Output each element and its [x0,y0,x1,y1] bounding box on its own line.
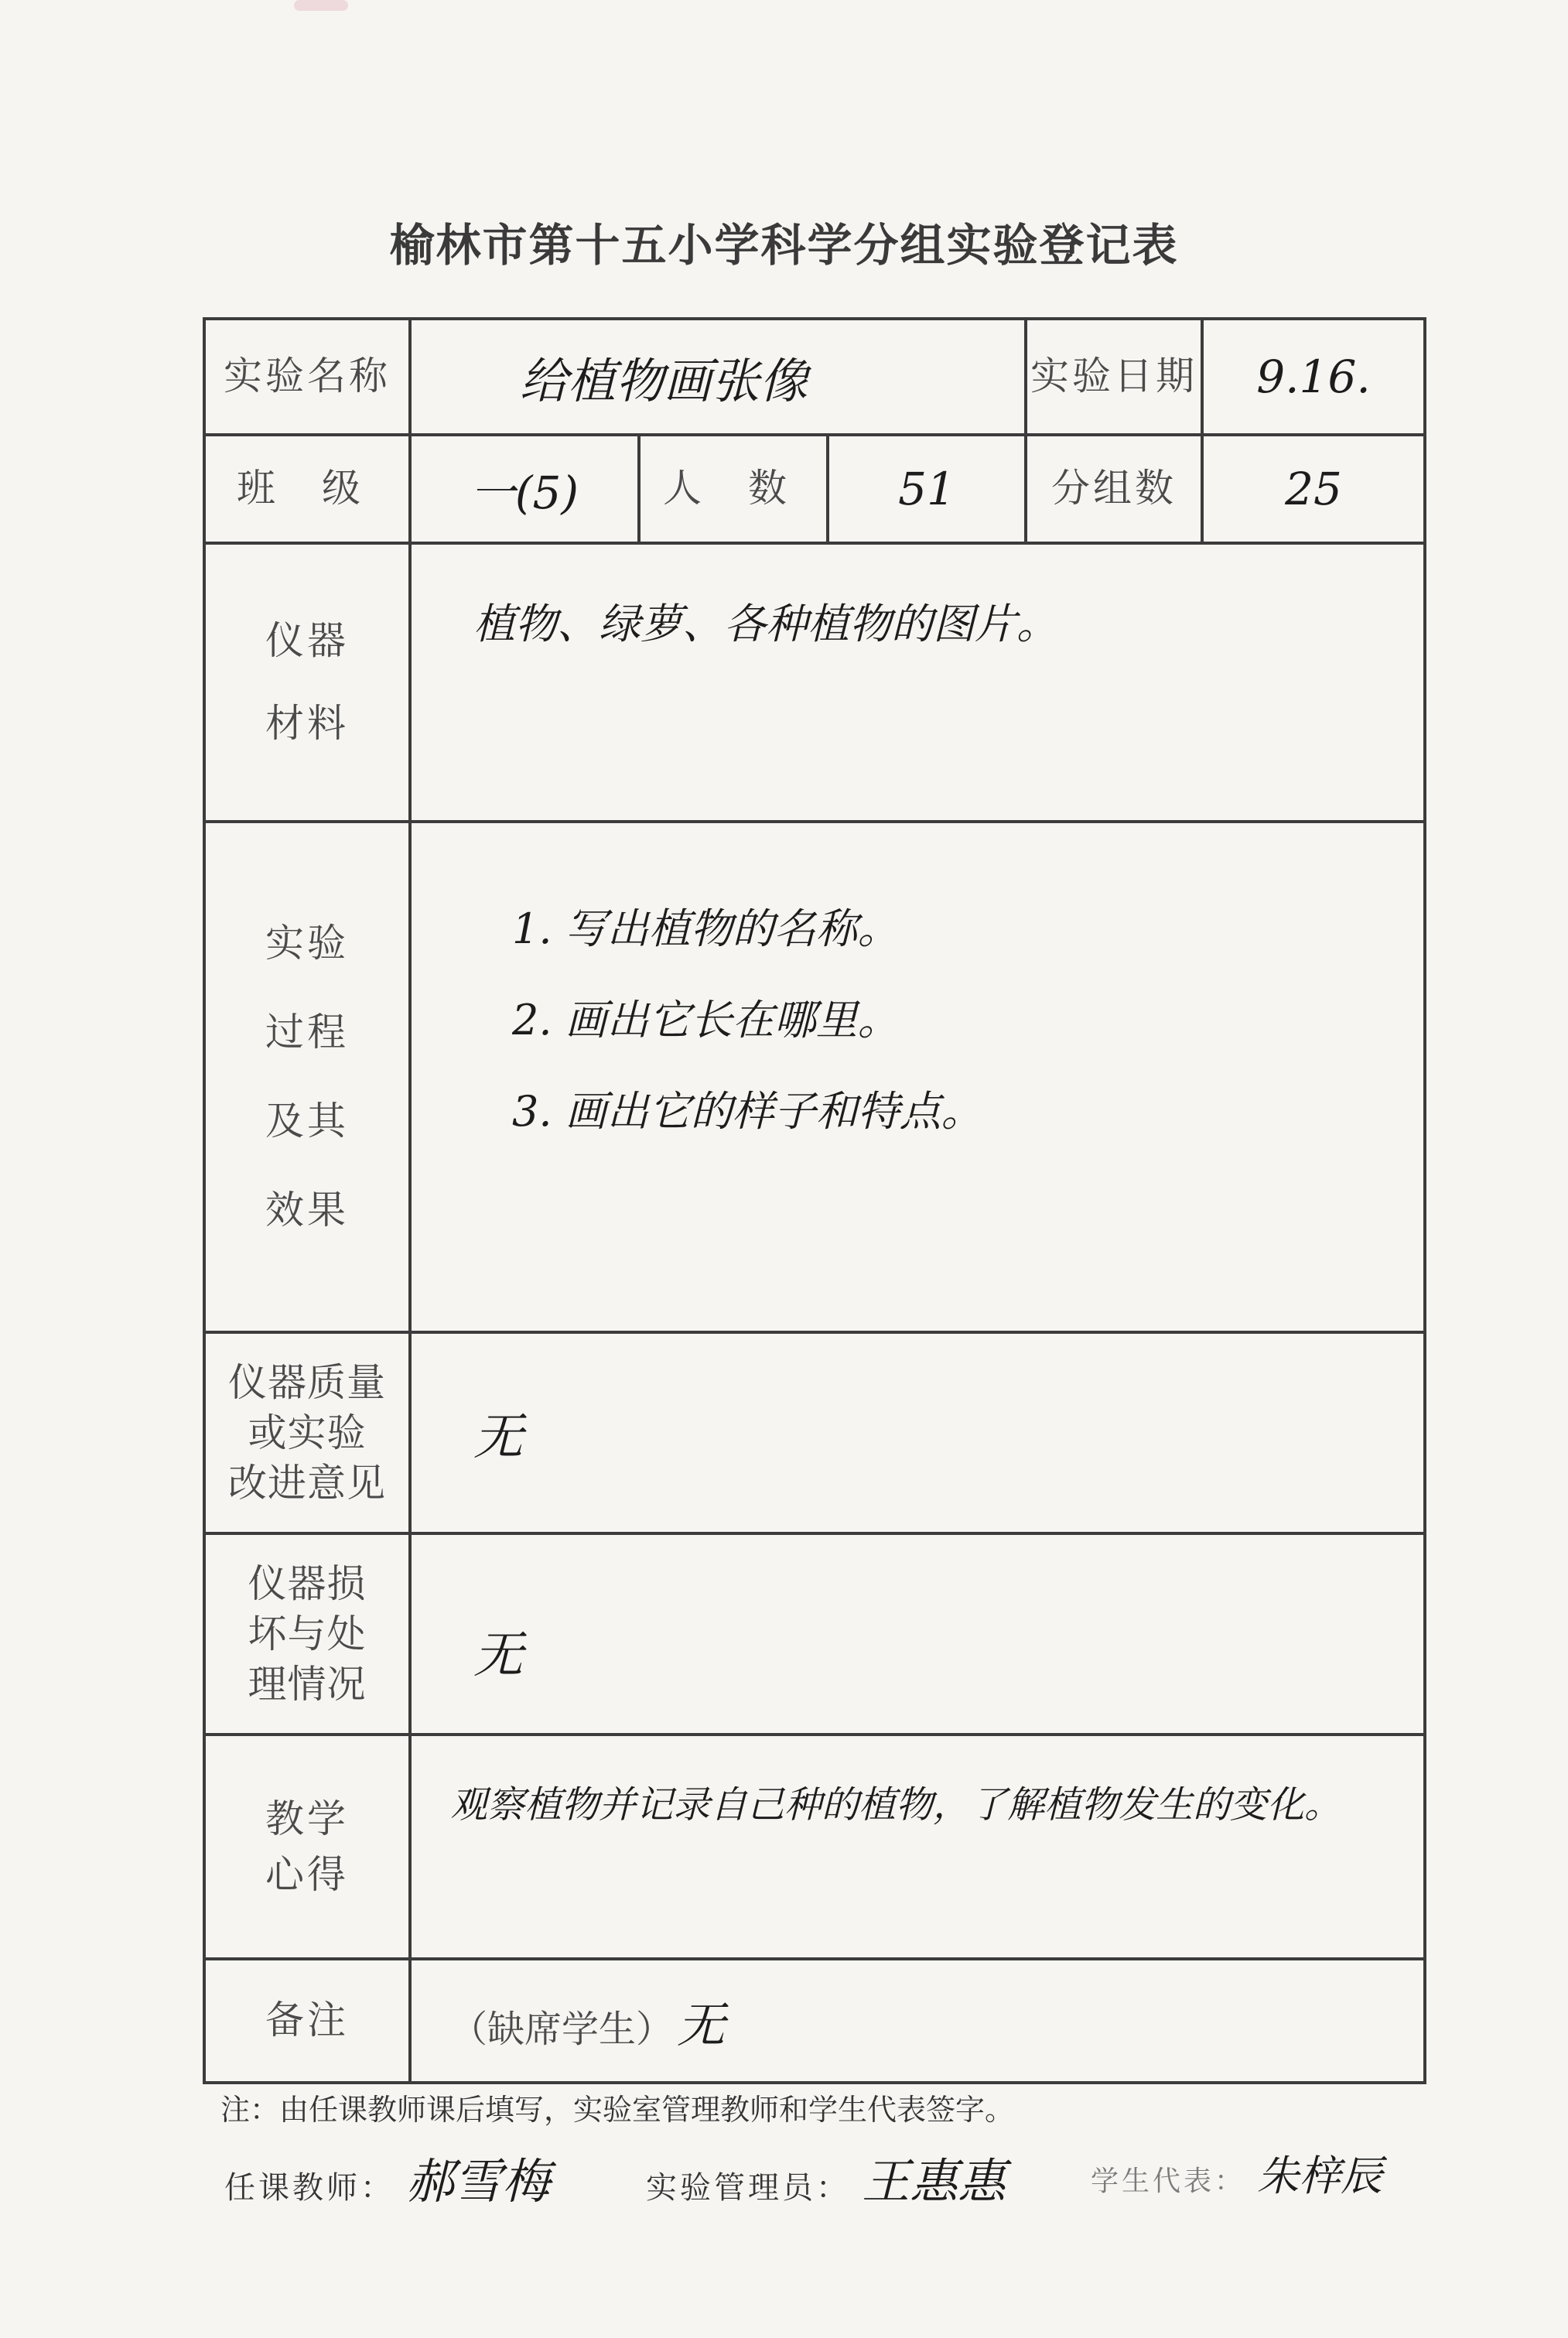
remarks-value: 无 [677,1996,726,2053]
value-experiment-name: 给植物画张像 [410,319,1026,435]
label-damage-line-3: 理情况 [248,1661,367,1707]
label-group-count: 分组数 [1026,435,1202,543]
paper-stain [294,0,348,11]
label-materials-line-1: 仪器 [265,617,349,663]
value-experiment-date: 9.16. [1202,319,1425,435]
process-step: 3. 画出它的样子和特点。 [512,1087,983,1136]
label-damage-line-1: 仪器损 [248,1560,367,1606]
value-remarks [410,1959,1425,2083]
label-reflection [204,1735,410,1959]
teacher-name: 郝雪梅 [406,2153,551,2210]
teacher-signature [224,2143,550,2212]
form-title: 榆林市第十五小学科学分组实验登记表 [389,219,1179,272]
label-damage [204,1533,410,1735]
row-suggestions [204,1332,1425,1533]
value-process [410,822,1425,1332]
label-experiment-name: 实验名称 [204,319,410,435]
footer-note: 注：由任课教师课后填写，实验室管理教师和学生代表签字。 [220,2093,1015,2127]
value-reflection: 观察植物并记录自己种的植物，了解植物发生的变化。 [410,1735,1425,1959]
label-process [204,822,410,1332]
teacher-label: 任课教师： [224,2170,395,2206]
process-steps-list [412,904,1423,1182]
admin-label: 实验管理员： [646,2170,850,2206]
label-headcount: 人 数 [639,435,828,543]
label-process-line-4: 效果 [265,1188,349,1232]
label-reflection-line-2: 心得 [265,1852,349,1897]
label-reflection-line-1: 教学 [265,1796,349,1841]
label-remarks: 备注 [204,1959,410,2083]
student-name: 朱梓辰 [1257,2152,1383,2200]
value-materials [410,543,1425,822]
value-class: 一(5) [410,435,639,543]
label-process-line-3: 及其 [265,1099,349,1143]
materials-text: 植物、绿萝、各种植物的图片。 [473,600,1058,648]
value-headcount: 51 [828,435,1026,543]
label-experiment-date: 实验日期 [1026,319,1202,435]
value-suggestions: 无 [410,1332,1425,1533]
admin-signature [646,2143,1006,2212]
process-step: 2. 画出它长在哪里。 [512,996,900,1044]
label-damage-line-2: 坏与处 [248,1611,367,1656]
label-suggestions [204,1332,410,1533]
admin-name: 王惠惠 [862,2153,1006,2210]
row-materials [204,543,1425,822]
row-reflection [204,1735,1425,1959]
label-materials-line-2: 材料 [265,701,349,746]
process-step: 1. 写出植物的名称。 [512,904,900,953]
label-suggestions-line-3: 改进意见 [228,1460,386,1506]
value-group-count: 25 [1202,435,1425,543]
label-suggestions-line-1: 仪器质量 [228,1359,386,1405]
label-materials [204,543,410,822]
row-process [204,822,1425,1332]
label-suggestions-line-2: 或实验 [248,1410,367,1455]
row-experiment-name [204,319,1425,435]
label-process-line-1: 实验 [265,921,349,966]
row-remarks [204,1959,1425,2083]
row-damage [204,1533,1425,1735]
student-label: 学生代表： [1091,2165,1246,2197]
registration-table [203,317,1426,2084]
label-class: 班 级 [204,435,410,543]
signature-row [0,2143,1568,2228]
row-class-info [204,435,1425,543]
remarks-prefix: （缺席学生） [450,2007,674,2051]
label-process-line-2: 过程 [265,1010,349,1054]
student-signature [1091,2143,1382,2203]
value-damage: 无 [410,1533,1425,1735]
